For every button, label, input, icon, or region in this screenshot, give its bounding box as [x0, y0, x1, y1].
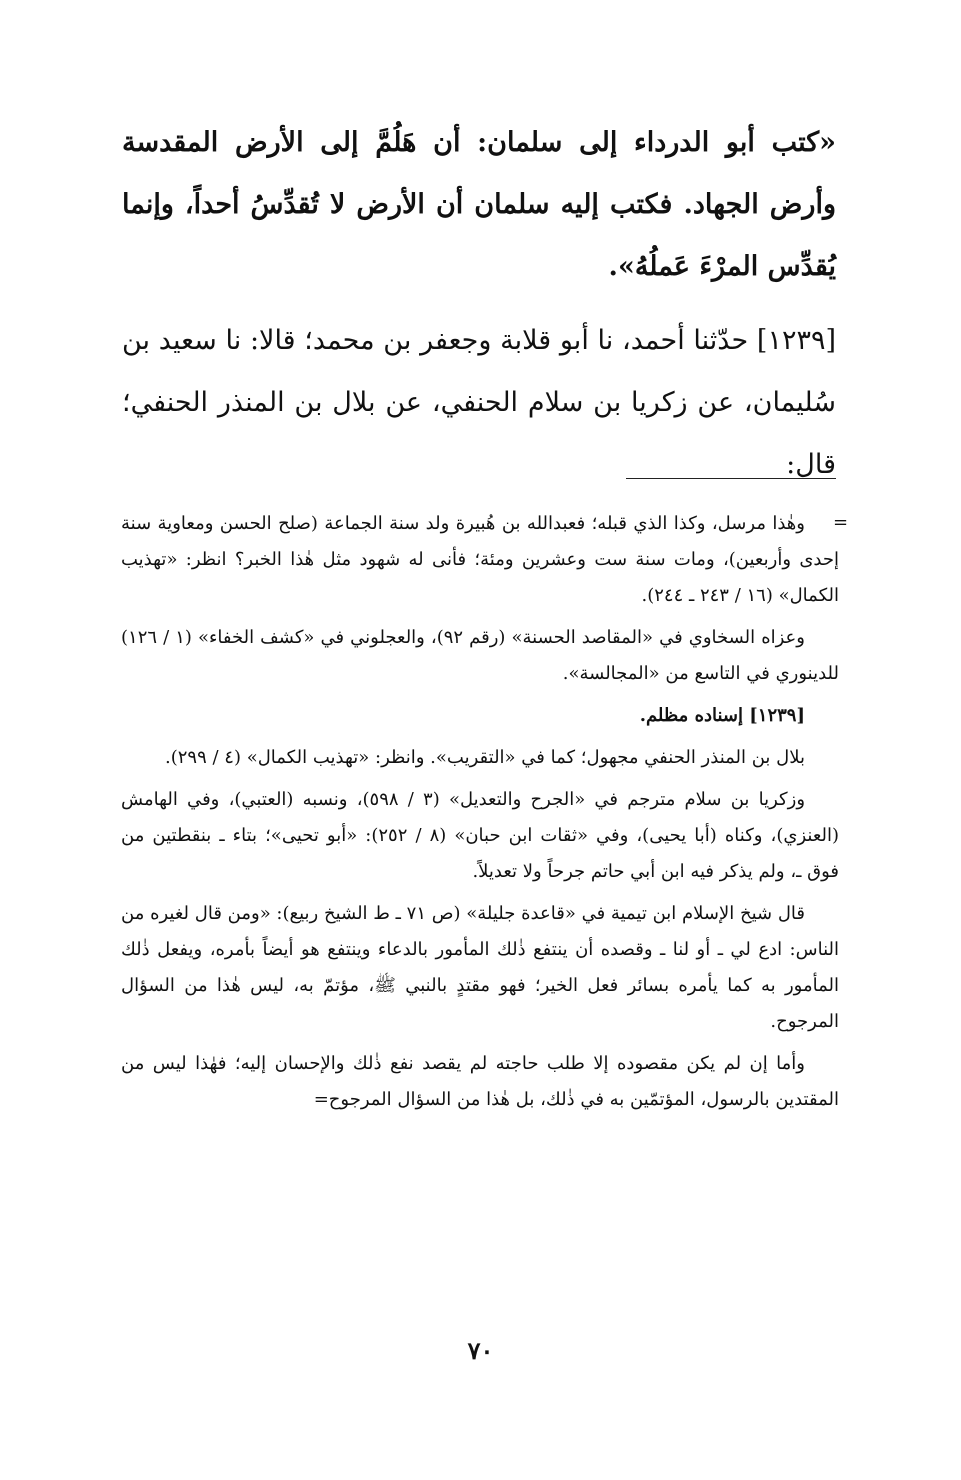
footnote-paragraph: وعزاه السخاوي في «المقاصد الحسنة» (رقم ٩٢)، والعجلوني في «كشف الخفاء» (١ / ١٢٦) للدينوري في التاسع من «المجالسة».	[121, 627, 839, 684]
footnote-paragraph: وهٰذا مرسل، وكذا الذي قبله؛ فعبدالله بن هُبيرة ولد سنة الجماعة (صلح الحسن ومعاوية سنة إحدى وأربعين)، ومات سنة ست وعشرين ومئة؛ فأنى له شهود مثل هٰذا الخبر؟ انظر: «تهذيب الكمال» (١٦ / ٢٤٣ ـ ٢٤٤).	[121, 513, 839, 606]
footnote-paragraph: بلال بن المنذر الحنفي مجهول؛ كما في «التقريب». وانظر: «تهذيب الكمال» (٤ / ٢٩٩).	[165, 747, 805, 768]
footnote-heading: [١٢٣٩] إسناده مظلم.	[639, 705, 805, 726]
footnote-paragraph: وزكريا بن سلام مترجم في «الجرح والتعديل» (٣ / ٥٩٨)، ونسبه (العتبي)، وفي الهامش (العنزي)، وكناه (أبا يحيى)، وفي «ثقات ابن حبان» (٨ / ٢٥٢): «أبو تحيى»؛ بتاء ـ بنقطتين من فوق ـ، ولم يذكر فيه ابن أبي حاتم جرحاً ولا تعديلاً.	[121, 789, 840, 882]
main-text	[122, 112, 836, 496]
footnotes	[121, 506, 839, 1124]
footnote-divider	[626, 478, 836, 479]
footnote-paragraph: قال شيخ الإسلام ابن تيمية في «قاعدة جليلة» (ص ٧١ ـ ط الشيخ ربيع): «ومن قال لغيره من الناس: ادع لي ـ أو لنا ـ وقصده أن ينتفع ذٰلك المأمور بالدعاء وينتفع هو أيضاً بأمره، ويفعل ذٰلك المأمور به كما يأمره بسائر فعل الخير؛ فهو مقتدٍ بالنبي ﷺ، مؤتمّ به، ليس هٰذا من السؤال المرجوح.	[121, 903, 839, 1032]
quote-paragraph: «كتب أبو الدرداء إلى سلمان: أن هَلُمَّ إلى الأرض المقدسة وأرض الجهاد. فكتب إليه سلمان أن الأرض لا تُقدِّسُ أحداً، وإنما يُقدِّس المرْءَ عَملُهُ».	[122, 127, 836, 282]
footnote-continuation-mark: =	[833, 512, 849, 533]
page-number: ٧٠	[467, 1336, 494, 1365]
footnote-paragraph: وأما إن لم يكن مقصوده إلا طلب حاجته لم يقصد نفع ذٰلك والإحسان إليه؛ فهٰذا ليس من المقتدين بالرسول، المؤتمّين به في ذٰلك، بل هٰذا من السؤال المرجوح=	[121, 1053, 839, 1110]
isnad-paragraph: [١٢٣٩] حدّثنا أحمد، نا أبو قلابة وجعفر بن محمد؛ قالا: نا سعيد بن سُليمان، عن زكريا بن سلام الحنفي، عن بلال بن المنذر الحنفي؛ قال:	[122, 325, 836, 480]
